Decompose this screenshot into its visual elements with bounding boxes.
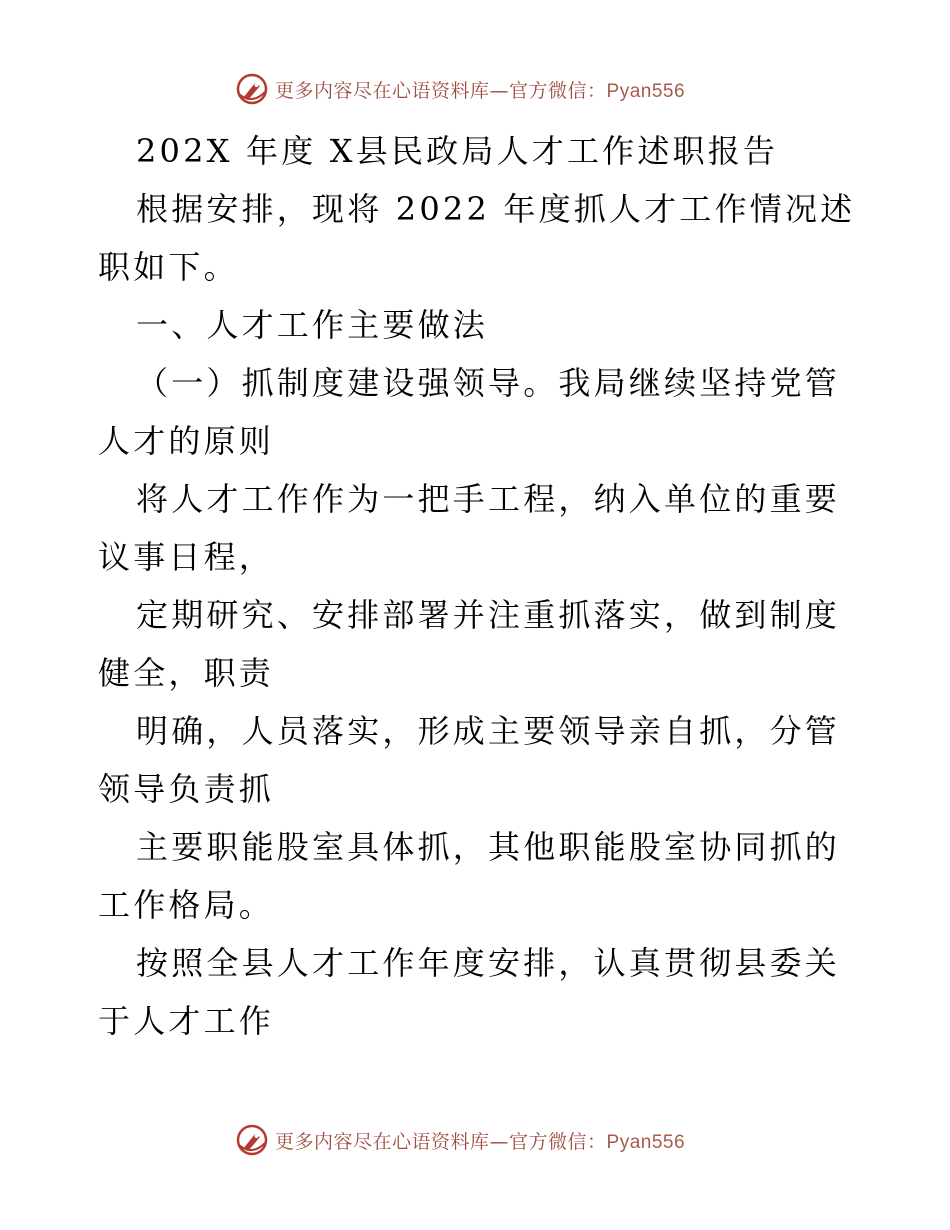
- paragraph: 根据安排，现将 2022 年度抓人才工作情况述职如下。: [98, 190, 856, 286]
- watermark-contact-label: 官方微信：: [509, 79, 607, 102]
- watermark-banner-top: [235, 70, 685, 108]
- paragraph: 明确，人员落实，形成主要领导亲自抓，分管领导负责抓: [98, 712, 841, 808]
- watermark-contact-label: 官方微信：: [509, 1130, 607, 1153]
- paragraph: 将人才工作作为一把手工程，纳入单位的重要议事日程，: [98, 480, 841, 576]
- paragraph: 按照全县人才工作年度安排，认真贯彻县委关于人才工作: [98, 944, 841, 1040]
- watermark-contact-handle: Pyan556: [606, 1131, 686, 1153]
- document-title: 202X 年度 X县民政局人才工作述职报告: [136, 132, 779, 170]
- section-heading: 一、人才工作主要做法: [136, 306, 489, 344]
- watermark-site-text: 更多内容尽在心语资料库: [275, 1130, 490, 1153]
- document-body: [98, 122, 858, 1050]
- paragraph: 定期研究、安排部署并注重抓落实，做到制度健全，职责: [98, 596, 841, 692]
- watermark-banner-bottom: [235, 1121, 685, 1159]
- watermark-separator: —: [489, 1130, 510, 1153]
- watermark-text: [275, 1127, 685, 1154]
- paragraph: 主要职能股室具体抓，其他职能股室协同抓的工作格局。: [98, 828, 841, 924]
- watermark-contact-handle: Pyan556: [606, 80, 686, 102]
- pen-nib-seal-icon: [235, 1123, 269, 1157]
- watermark-separator: —: [489, 79, 510, 102]
- watermark-site-text: 更多内容尽在心语资料库: [275, 79, 490, 102]
- paragraph: （一）抓制度建设强领导。我局继续坚持党管人才的原则: [98, 364, 841, 460]
- watermark-text: [275, 76, 685, 103]
- pen-nib-seal-icon: [235, 72, 269, 106]
